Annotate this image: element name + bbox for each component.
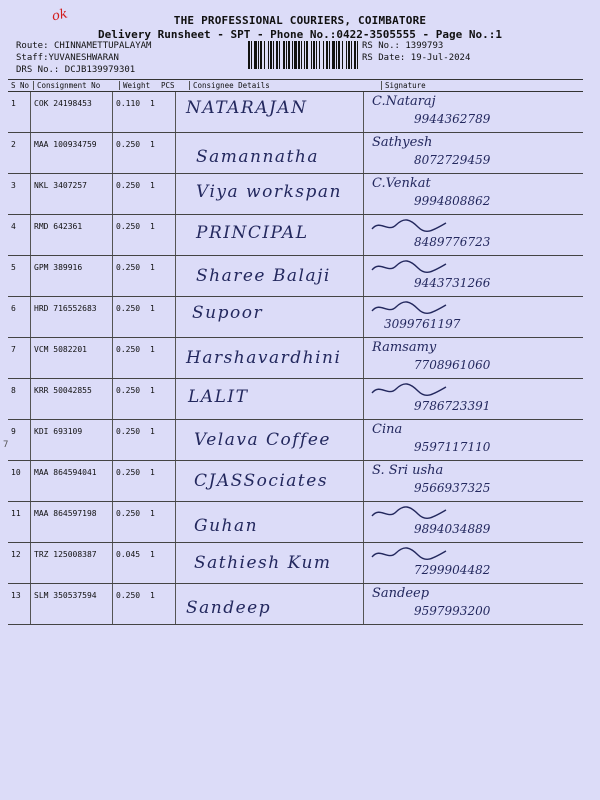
row-pcs: 1 xyxy=(150,222,155,231)
signature-scribble xyxy=(370,545,450,563)
consignee-handwriting: Velava Coffee xyxy=(194,430,331,450)
row-weight: 0.250 xyxy=(112,133,147,173)
row-pcs: 1 xyxy=(150,99,155,108)
signature-scribble xyxy=(370,504,450,522)
signature-phone-handwriting: 7299904482 xyxy=(414,563,491,577)
signature-name-handwriting: C.Venkat xyxy=(372,176,431,191)
signature-phone-handwriting: 8489776723 xyxy=(414,235,491,249)
row-consignment-no: MAA 864594041 xyxy=(30,461,112,501)
table-row xyxy=(8,92,583,133)
row-weight: 0.250 xyxy=(112,256,147,296)
row-pcs: 1 xyxy=(150,509,155,518)
row-weight: 0.250 xyxy=(112,174,147,214)
signature-scribble xyxy=(370,217,450,235)
row-sno: 13 xyxy=(11,591,21,600)
rs-date-value: 19-Jul-2024 xyxy=(410,53,471,63)
signature-phone-handwriting: 9597117110 xyxy=(414,440,491,454)
row-consignee-details xyxy=(175,502,363,542)
consignee-handwriting: Supoor xyxy=(192,303,264,323)
signature-phone-handwriting: 7708961060 xyxy=(414,358,491,372)
consignee-handwriting: Harshavardhini xyxy=(186,348,342,368)
row-signature xyxy=(363,502,583,542)
row-consignment-no: KDI 693109 xyxy=(30,420,112,460)
row-pcs: 1 xyxy=(150,550,155,559)
col-consignee: Consignee Details xyxy=(189,81,381,90)
row-consignee-details xyxy=(175,174,363,214)
drs-label: DRS No.: xyxy=(16,65,60,75)
row-consignment-no: HRD 716552683 xyxy=(30,297,112,337)
row-signature xyxy=(363,92,583,132)
row-pcs: 1 xyxy=(150,304,155,313)
row-consignment-no: SLM 350537594 xyxy=(30,584,112,624)
row-consignment-no: TRZ 125008387 xyxy=(30,543,112,583)
row-pcs: 1 xyxy=(150,468,155,477)
table-row xyxy=(8,502,583,543)
row-consignee-details xyxy=(175,215,363,255)
signature-scribble xyxy=(370,299,450,317)
row-weight: 0.250 xyxy=(112,379,147,419)
row-consignee-details xyxy=(175,543,363,583)
row-weight: 0.250 xyxy=(112,584,147,624)
signature-phone-handwriting: 9597993200 xyxy=(414,604,491,618)
row-consignee-details xyxy=(175,461,363,501)
signature-phone-handwriting: 8072729459 xyxy=(414,153,491,167)
table-row xyxy=(8,215,583,256)
drs-line xyxy=(16,65,135,75)
row-weight: 0.250 xyxy=(112,297,147,337)
row-pcs: 1 xyxy=(150,427,155,436)
row-weight: 0.045 xyxy=(112,543,147,583)
row-signature xyxy=(363,584,583,624)
row-signature xyxy=(363,543,583,583)
row-consignee-details xyxy=(175,133,363,173)
consignee-handwriting: LALIT xyxy=(188,387,249,407)
consignee-handwriting: Sharee Balaji xyxy=(196,266,331,286)
row-weight: 0.250 xyxy=(112,338,147,378)
row-signature xyxy=(363,297,583,337)
table-row xyxy=(8,338,583,379)
row-pcs: 1 xyxy=(150,140,155,149)
consignee-handwriting: PRINCIPAL xyxy=(196,223,309,243)
row-sno: 12 xyxy=(11,550,21,559)
row-signature xyxy=(363,256,583,296)
row-consignment-no: RMD 642361 xyxy=(30,215,112,255)
row-sno: 3 xyxy=(11,181,16,190)
col-pcs: PCS xyxy=(161,81,175,90)
route-line xyxy=(16,41,151,51)
consignee-handwriting: CJASSociates xyxy=(194,471,329,491)
table-row xyxy=(8,174,583,215)
signature-name-handwriting: Ramsamy xyxy=(372,340,437,355)
table-row xyxy=(8,584,583,625)
row-consignment-no: NKL 3407257 xyxy=(30,174,112,214)
row-weight: 0.250 xyxy=(112,502,147,542)
table-body xyxy=(8,92,583,625)
company-title: THE PROFESSIONAL COURIERS, COIMBATORE xyxy=(173,14,427,27)
row-consignee-details xyxy=(175,92,363,132)
row-pcs: 1 xyxy=(150,591,155,600)
row-sno: 1 xyxy=(11,99,16,108)
row-signature xyxy=(363,133,583,173)
signature-name-handwriting: Cina xyxy=(372,422,403,437)
consignee-handwriting: Guhan xyxy=(194,516,259,536)
row-sno: 2 xyxy=(11,140,16,149)
staff-value: YUVANESHWARAN xyxy=(48,53,119,63)
row-signature xyxy=(363,420,583,460)
row-consignee-details xyxy=(175,379,363,419)
signature-phone-handwriting: 9944362789 xyxy=(414,112,491,126)
row-sno: 10 xyxy=(11,468,21,477)
margin-mark: 7 xyxy=(3,440,9,450)
row-sno: 4 xyxy=(11,222,16,231)
staff-line xyxy=(16,53,119,63)
col-sno: S No xyxy=(11,81,30,90)
runsheet-table xyxy=(8,79,583,625)
table-header xyxy=(8,79,583,92)
consignee-handwriting: Sandeep xyxy=(186,598,272,618)
consignee-handwriting: NATARAJAN xyxy=(186,98,308,118)
signature-name-handwriting: Sandeep xyxy=(372,586,430,601)
consignee-handwriting: Samannatha xyxy=(196,147,319,167)
signature-scribble xyxy=(370,381,450,399)
table-row xyxy=(8,543,583,584)
signature-scribble xyxy=(370,258,450,276)
route-label: Route: xyxy=(16,41,49,51)
table-row xyxy=(8,133,583,174)
table-row xyxy=(8,297,583,338)
row-signature xyxy=(363,379,583,419)
row-consignment-no: KRR 50042855 xyxy=(30,379,112,419)
drs-value: DCJB139979301 xyxy=(64,65,136,75)
staff-label: Staff: xyxy=(16,53,49,63)
row-sno: 11 xyxy=(11,509,21,518)
row-pcs: 1 xyxy=(150,181,155,190)
row-consignment-no: GPM 389916 xyxy=(30,256,112,296)
row-consignee-details xyxy=(175,297,363,337)
rs-no-label: RS No.: xyxy=(362,41,400,51)
runsheet-subtitle: Delivery Runsheet - SPT - Phone No.:0422-3505555 - Page No.:1 xyxy=(98,28,502,41)
row-signature xyxy=(363,338,583,378)
table-row xyxy=(8,379,583,420)
route-value: CHINNAMETTUPALAYAM xyxy=(53,41,152,51)
rs-date-label: RS Date: xyxy=(362,53,406,63)
row-signature xyxy=(363,215,583,255)
row-consignee-details xyxy=(175,584,363,624)
barcode xyxy=(248,41,358,69)
signature-phone-handwriting: 9786723391 xyxy=(414,399,491,413)
row-signature xyxy=(363,461,583,501)
table-row xyxy=(8,461,583,502)
consignee-handwriting: Sathiesh Kum xyxy=(194,553,332,573)
col-weight: Weight xyxy=(119,81,158,90)
row-sno: 6 xyxy=(11,304,16,313)
row-signature xyxy=(363,174,583,214)
rs-date-line xyxy=(362,53,470,63)
col-signature: Signature xyxy=(381,81,583,90)
row-weight: 0.250 xyxy=(112,461,147,501)
row-consignee-details xyxy=(175,338,363,378)
consignee-handwriting: Viya workspan xyxy=(196,182,342,202)
row-sno: 7 xyxy=(11,345,16,354)
signature-name-handwriting: C.Nataraj xyxy=(372,94,436,109)
signature-phone-handwriting: 9443731266 xyxy=(414,276,491,290)
ok-handwritten-mark: ok xyxy=(50,6,70,25)
col-consignment: Consignment No xyxy=(33,81,119,90)
row-sno: 8 xyxy=(11,386,16,395)
row-consignee-details xyxy=(175,256,363,296)
signature-phone-handwriting: 9894034889 xyxy=(414,522,491,536)
rs-no-value: 1399793 xyxy=(405,41,444,51)
row-weight: 0.250 xyxy=(112,215,147,255)
signature-name-handwriting: Sathyesh xyxy=(372,135,433,150)
row-pcs: 1 xyxy=(150,263,155,272)
row-pcs: 1 xyxy=(150,345,155,354)
row-consignment-no: MAA 864597198 xyxy=(30,502,112,542)
signature-phone-handwriting: 9566937325 xyxy=(414,481,491,495)
row-consignment-no: COK 24198453 xyxy=(30,92,112,132)
signature-phone-handwriting: 9994808862 xyxy=(414,194,491,208)
row-weight: 0.250 xyxy=(112,420,147,460)
rs-no-line xyxy=(362,41,443,51)
row-weight: 0.110 xyxy=(112,92,147,132)
signature-phone-handwriting: 3099761197 xyxy=(384,317,461,331)
row-sno: 9 xyxy=(11,427,16,436)
table-row xyxy=(8,420,583,461)
table-row xyxy=(8,256,583,297)
signature-name-handwriting: S. Sri usha xyxy=(372,463,444,478)
row-sno: 5 xyxy=(11,263,16,272)
row-pcs: 1 xyxy=(150,386,155,395)
row-consignee-details xyxy=(175,420,363,460)
row-consignment-no: VCM 5082201 xyxy=(30,338,112,378)
row-consignment-no: MAA 100934759 xyxy=(30,133,112,173)
